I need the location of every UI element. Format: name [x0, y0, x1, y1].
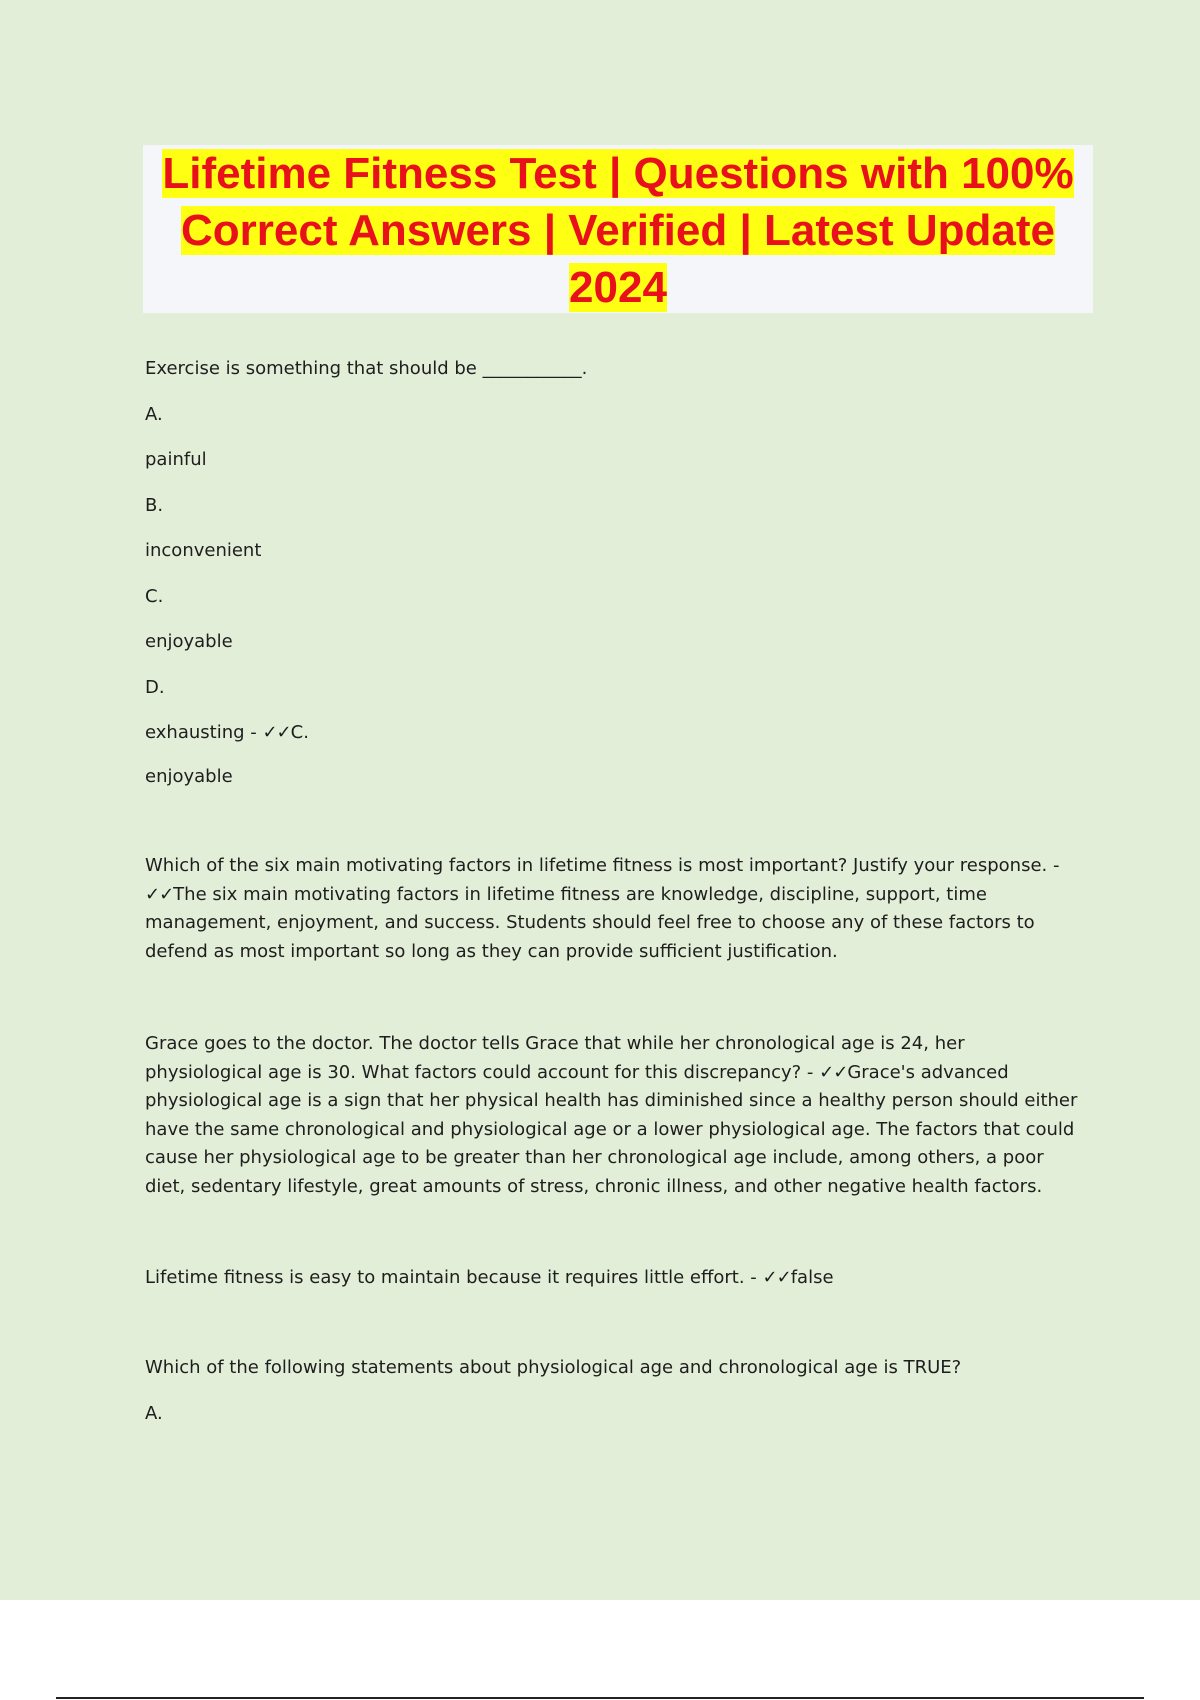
answer-letter: C. [290, 722, 309, 743]
question-1 [145, 356, 1085, 790]
checkmark-icon: ✓✓ [262, 722, 291, 743]
question-3-text: Grace goes to the doctor. The doctor tells Grace that while her chronological age is 24, her physiological age is 30. What factors could account for this discrepancy? - [145, 1033, 965, 1083]
option-c-text: enjoyable [145, 631, 233, 652]
question-4-paragraph [145, 1265, 1085, 1291]
document-body [145, 356, 1085, 1446]
option-d-letter: D. [145, 676, 165, 698]
question-1-stem: Exercise is something that should be ___________. [145, 358, 588, 379]
question-2-text: Which of the six main motivating factors in lifetime fitness is most important? Justify your response. - [145, 855, 1060, 876]
question-4-answer: false [790, 1267, 834, 1288]
question-5-text: Which of the following statements about physiological age and chronological age is TRUE? [145, 1357, 962, 1378]
option-d-line [145, 720, 1085, 746]
option-b-letter: B. [145, 494, 164, 516]
title-banner [143, 145, 1093, 313]
question-5-option-a-letter: A. [145, 1402, 163, 1424]
checkmark-icon: ✓✓ [819, 1061, 848, 1083]
question-2-answer: The six main motivating factors in lifetime fitness are knowledge, discipline, support, time management, enjoyment, and success. Students should feel free to choose any of these factors to defend as most important so long as they can provide sufficient justification. [145, 883, 1035, 962]
question-2 [145, 852, 1085, 966]
question-4-text: Lifetime fitness is easy to maintain because it requires little effort. - [145, 1267, 763, 1288]
question-2-paragraph [145, 852, 1085, 966]
question-3 [145, 1030, 1085, 1201]
checkmark-icon: ✓✓ [145, 883, 174, 905]
question-3-answer: Grace's advanced physiological age is a sign that her physical health has diminished since a healthy person should either have the same chronological and physiological age or a lower physiological age. The factors that could cause her physiological age to be greater than her chronological age include, among others, a poor diet, sedentary lifestyle, great amounts of stress, chronic illness, and other negative health factors. [145, 1061, 1078, 1197]
question-5 [145, 1355, 1085, 1427]
option-b-text: inconvenient [145, 540, 262, 561]
question-4 [145, 1265, 1085, 1291]
checkmark-icon: ✓✓ [762, 1267, 791, 1288]
option-d-text: exhausting - [145, 722, 263, 743]
footer-divider [56, 1697, 1144, 1699]
question-3-paragraph [145, 1030, 1085, 1201]
option-a-letter: A. [145, 403, 163, 425]
answer-text: enjoyable [145, 766, 233, 787]
option-a-text: painful [145, 449, 207, 470]
document-title: Lifetime Fitness Test | Questions with 100% Correct Answers | Verified | Latest Update 2024 [162, 149, 1074, 312]
option-c-letter: C. [145, 585, 164, 607]
